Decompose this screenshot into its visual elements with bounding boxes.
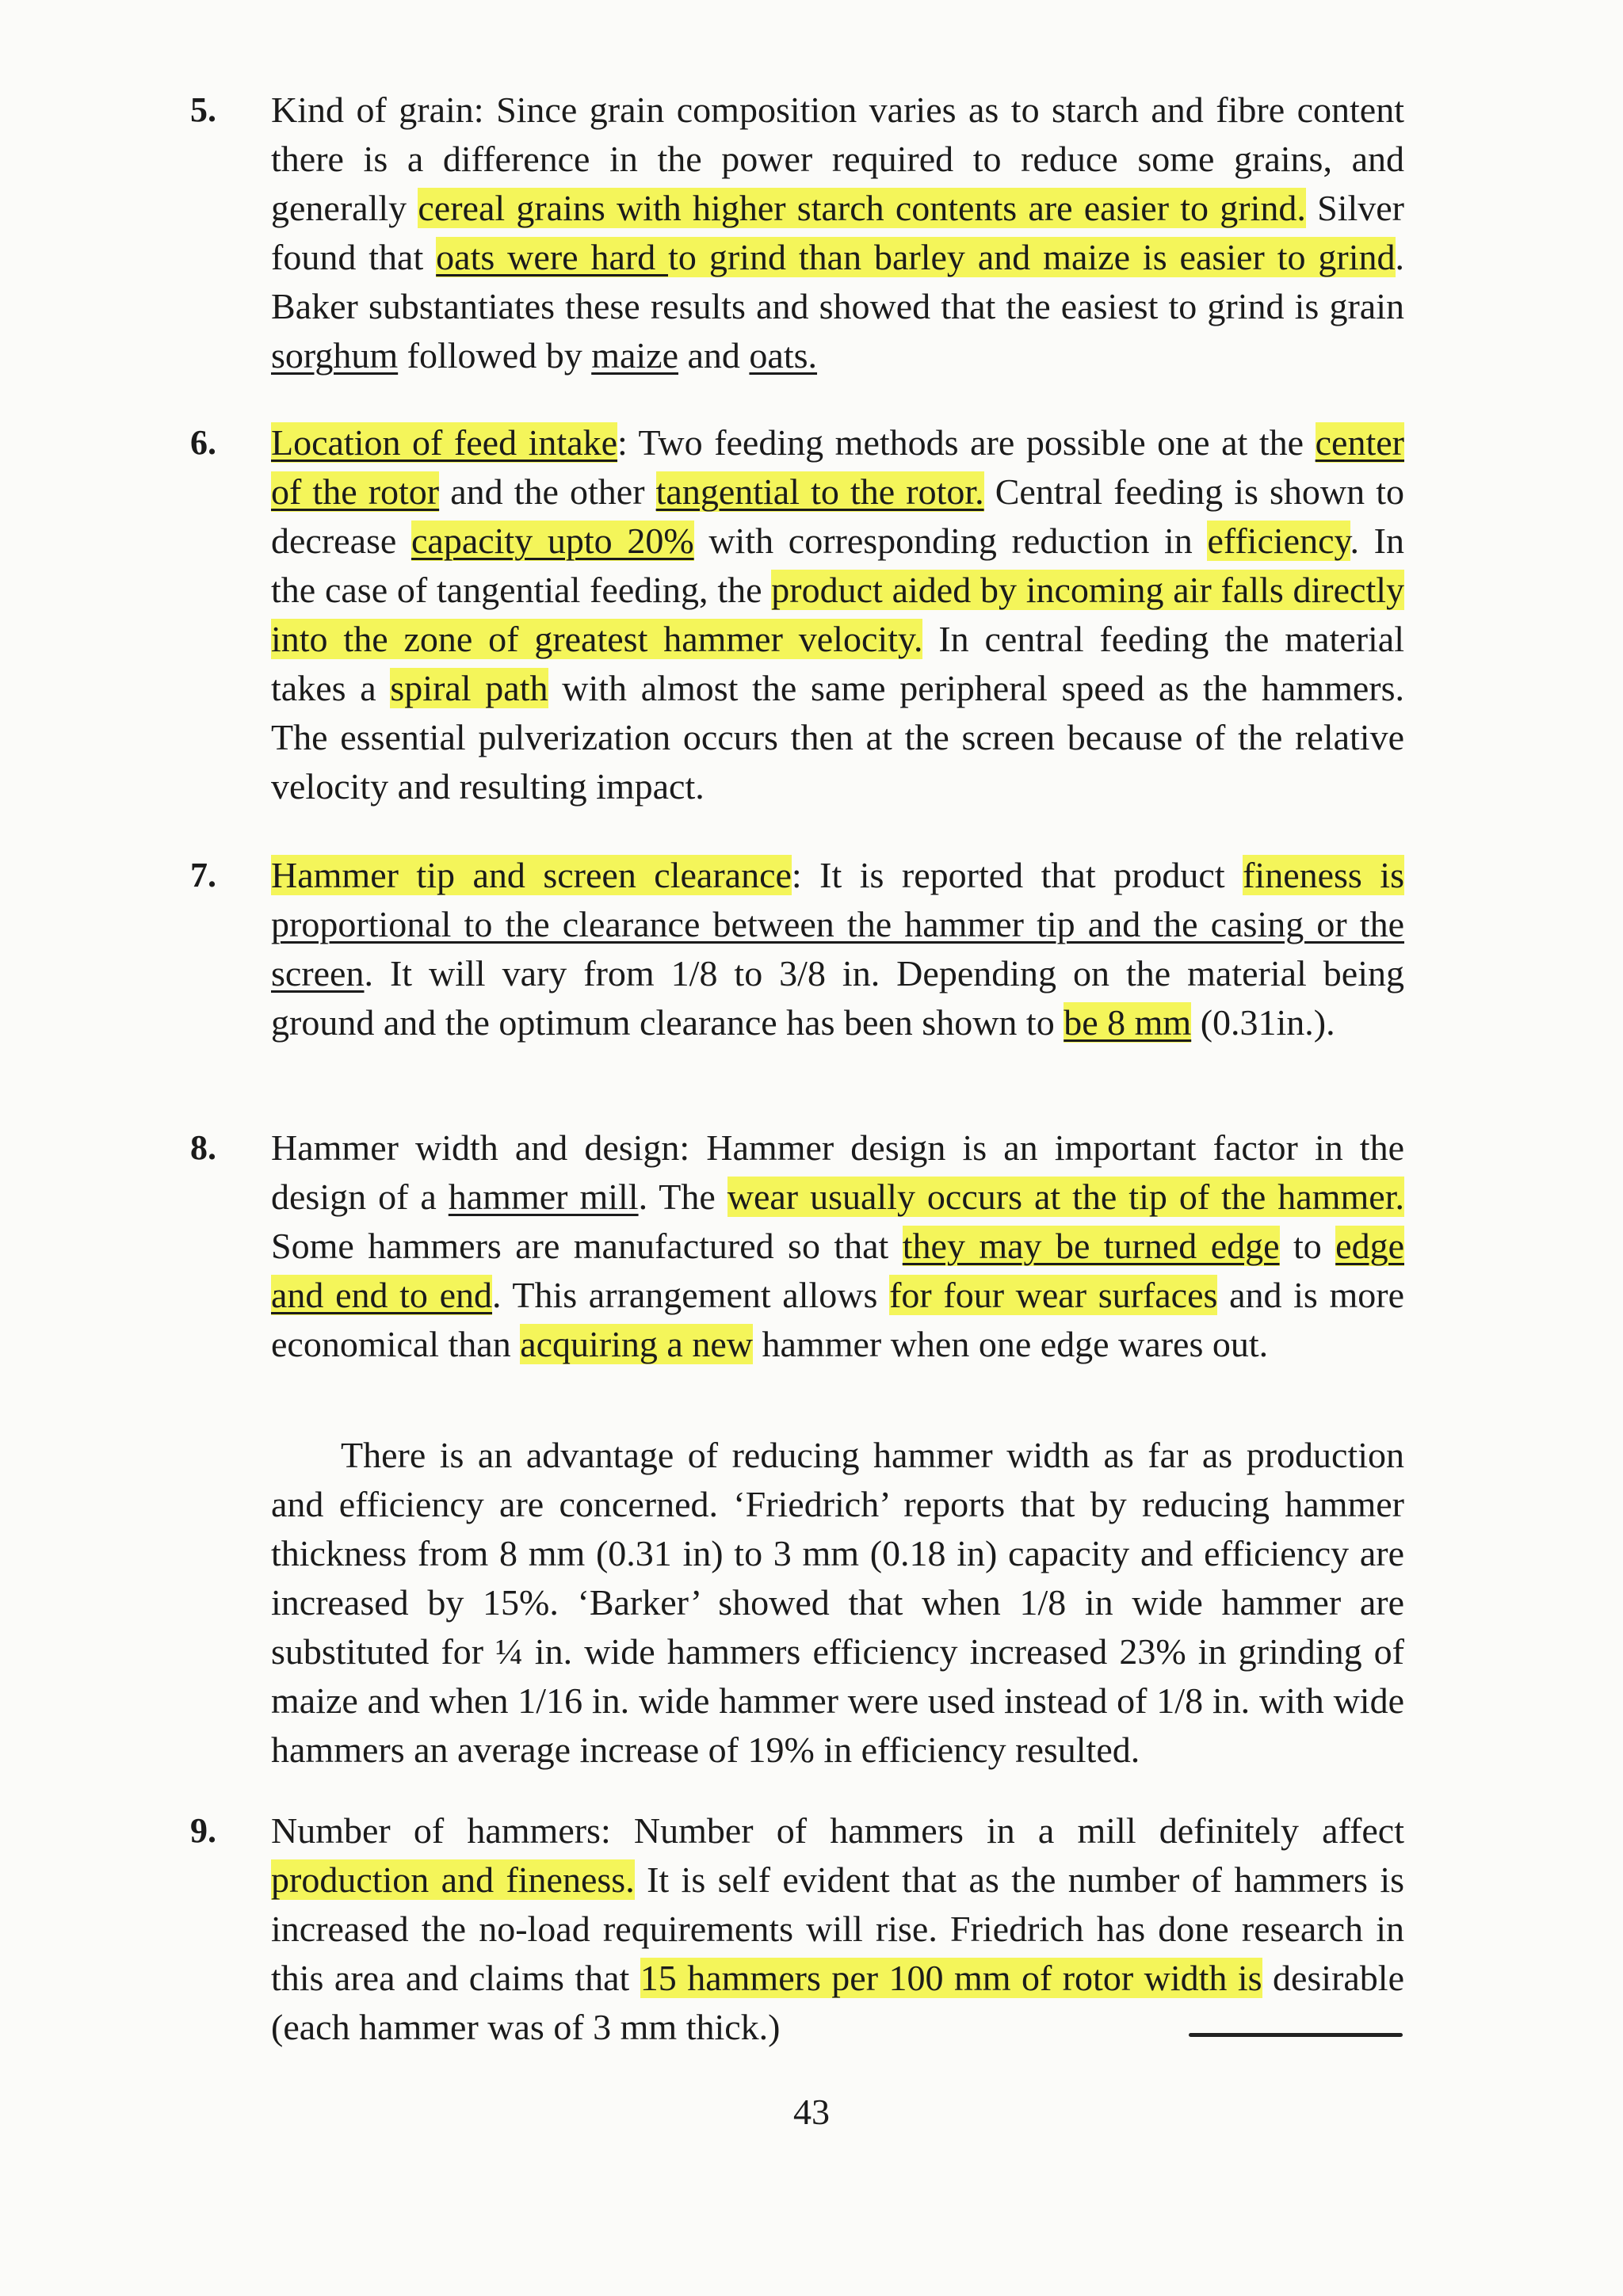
highlighted-text: fineness is — [1243, 855, 1404, 895]
highlighted-text: spiral path — [390, 668, 548, 708]
highlighted-text: efficiency — [1207, 521, 1350, 561]
text-run: and — [678, 335, 750, 376]
highlighted-text: Hammer tip and screen clearance — [271, 855, 792, 895]
item-text — [271, 418, 1404, 811]
item-number: 6. — [190, 423, 216, 462]
item-number: 9. — [190, 1811, 216, 1850]
text-run: . The — [638, 1177, 727, 1217]
text-run: and the other — [439, 471, 656, 512]
underlined-text: maize — [591, 335, 678, 376]
text-run: desirable (each hammer was of 3 mm thick.) — [271, 1958, 1404, 2047]
highlighted-text: wear usually occurs at the tip of the hammer. — [727, 1177, 1404, 1217]
item-number: 7. — [190, 856, 216, 894]
highlighted-text: oats were hard — [436, 237, 669, 277]
text-run: . Baker substantiates these results and showed that the easiest to grind is grain — [271, 237, 1404, 326]
text-run: Number of hammers: Number of hammers in a mill definitely affect — [271, 1810, 1404, 1851]
highlighted-text: cereal grains with higher starch contents are easier to grind. — [418, 188, 1306, 228]
text-run: Kind of grain: Since grain composition varies as to starch and fibre content there is a difference in the power required to reduce some grains, and generally — [271, 90, 1404, 228]
text-run: Hammer width and design: Hammer design is an important factor in the design of a — [271, 1127, 1404, 1217]
underlined-text: oats. — [749, 335, 818, 376]
item-number: 5. — [190, 90, 216, 129]
item-text — [271, 86, 1404, 380]
paragraph-hammer-width: There is an advantage of reducing hammer width as far as production and efficiency are concerned. ‘Friedrich’ reports that by reducing hammer thickness from 8 mm (0.31 in) to 3 mm (0.18 in) capacity and efficiency are increased by 15%. ‘Barker’ showed that when 1/8 in wide hammer are substituted for ¼ in. wide hammers efficiency increased 23% in grinding of maize and when 1/16 in. wide hammer were used instead of 1/8 in. with wide hammers an average increase of 19% in efficiency resulted. — [271, 1435, 1404, 1770]
page-number: 43 — [793, 2092, 830, 2132]
text-run: with corresponding reduction in — [693, 521, 1208, 561]
text-run: (0.31in.). — [1191, 1002, 1335, 1043]
text-run: to — [1279, 1226, 1336, 1266]
highlighted-text: be 8 mm — [1064, 1002, 1192, 1043]
text-run: . This arrangement allows — [492, 1275, 890, 1315]
text-run: followed by — [398, 335, 592, 376]
item-text — [271, 1123, 1404, 1369]
highlighted-text: center of the rotor — [271, 422, 1404, 512]
pen-stroke-mark — [1189, 2033, 1403, 2037]
text-run: Some hammers are manufactured so that — [271, 1226, 903, 1266]
text-run: . It will vary from 1/8 to 3/8 in. Depending on the material being ground and the optimum clearance has been shown to — [271, 953, 1404, 1043]
text-run: and is more economical than — [271, 1275, 1405, 1364]
highlighted-text: for four wear surfaces — [889, 1275, 1218, 1315]
highlighted-text: capacity upto 20% — [411, 521, 694, 561]
underlined-text: proportional to the clearance between the hammer tip and the casing or the screen — [271, 904, 1404, 994]
text-run: : It is reported that product — [791, 855, 1243, 895]
underlined-text: sorghum — [271, 335, 399, 376]
text-run: It is self evident that as the number of hammers is increased the no-load requirements will rise. Friedrich has done research in this area and claims that — [271, 1859, 1405, 1998]
text-run: Central feeding is shown to decrease — [271, 471, 1404, 561]
highlighted-text: production and fineness. — [271, 1859, 635, 1900]
highlighted-text: Location of feed intake — [271, 422, 618, 463]
highlighted-text: 15 hammers per 100 mm of rotor width is — [640, 1958, 1262, 1998]
text-run: : Two feeding methods are possible one at the — [617, 422, 1316, 463]
underlined-text: hammer mill — [448, 1177, 639, 1217]
text-run: . In the case of tangential feeding, the — [271, 521, 1404, 610]
text-run: with almost the same peripheral speed as the hammers. The essential pulverization occurs then at the screen because of the relative velocity and resulting impact. — [271, 668, 1404, 807]
item-text — [271, 851, 1404, 1047]
highlighted-text: to grind than barley and maize is easier to grind — [668, 237, 1396, 277]
item-text — [271, 1806, 1404, 2052]
text-run: hammer when one edge wares out. — [753, 1324, 1269, 1364]
text-run: Silver found that — [271, 188, 1404, 277]
text-run: In central feeding the material takes a — [271, 619, 1404, 708]
item-number: 8. — [190, 1128, 216, 1167]
highlighted-text: tangential to the rotor. — [655, 471, 984, 512]
highlighted-text: edge and end to end — [271, 1226, 1404, 1315]
highlighted-text: acquiring a new — [520, 1324, 753, 1364]
highlighted-text: they may be turned edge — [902, 1226, 1280, 1266]
highlighted-text: product aided by incoming air falls directly into the zone of greatest hammer velocity. — [271, 570, 1405, 659]
